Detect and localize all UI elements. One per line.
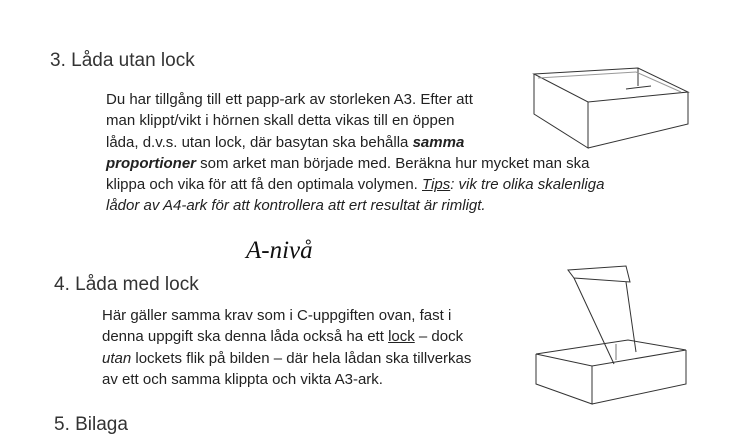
text-line: av ett och samma klippta och vikta A3-ark. [102, 370, 383, 388]
section-4-text [102, 305, 471, 390]
text-line: man klippt/vikt i hörnen skall detta vikas till en öppen [106, 112, 455, 130]
italic-emphasis: utan [102, 349, 132, 367]
text-line: denna uppgift ska denna låda också ha ett [102, 328, 389, 346]
text-line: som arket man började med. Beräkna hur mycket man ska [196, 154, 590, 172]
lock-emphasis: lock [388, 328, 415, 346]
text-line: Här gäller samma krav som i C-uppgiften ovan, fast i [102, 307, 452, 324]
open-box-image [526, 64, 692, 154]
text-line: Du har tillgång till ett papp-ark av storleken A3. Efter att [106, 91, 473, 108]
section-4-heading: 4. Låda med lock [54, 274, 199, 295]
text-line: lockets flik på bilden – där hela lådan ska tillverkas [131, 349, 472, 367]
section-5-heading: 5. Bilaga [54, 414, 128, 435]
bold-emphasis: samma [412, 133, 465, 151]
level-heading: A-nivå [246, 237, 313, 264]
tips-text: lådor av A4-ark för att kontrollera att ert resultat är rimligt. [106, 197, 486, 215]
tips-label: Tips [422, 176, 451, 194]
text-line: låda, d.v.s. utan lock, där basytan ska behålla [106, 133, 413, 151]
text-line: – dock [414, 328, 464, 346]
tips-text: : vik tre olika skalenliga [450, 176, 605, 194]
section-5-heading-partial [54, 414, 128, 435]
lidded-box-image [528, 264, 694, 412]
text-line: klippa och vika för att få den optimala volymen. [106, 176, 422, 194]
bold-emphasis: proportioner [106, 154, 196, 172]
section-3-heading: 3. Låda utan lock [50, 50, 195, 71]
